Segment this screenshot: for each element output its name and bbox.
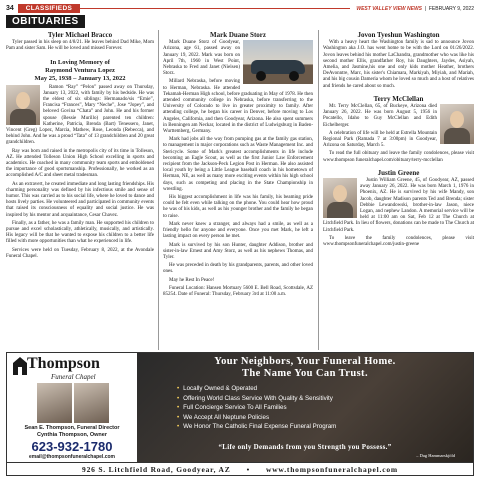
ad-feature: • We Honor The Catholic Final Expense Funeral Program [177, 423, 337, 431]
ad-address: 926 S. Litchfield Road, Goodyear, AZ [82, 464, 231, 474]
ad-feature: • Offering World Class Service With Quality & Sensitivity [177, 394, 333, 402]
ad-feature: • We Accept All Neptune Policies [177, 413, 270, 421]
obit-text: Mark had jobs all the way from pumping gas at the family gas station, to management in major corporations such as Waste Management Inc. and Stericycle. Some of Mark's greatest accomplishments in life include becoming an Eagle Scout, as well as the first Junior Law Enforcement recipient from the Jackson-Peck Legion Post in Herman. He also assisted local youth by being a Little League baseball coach in his hometown of Herman, NE, as well as many more exciting events within his high school days, such as competing and placing in the State Championship in wrestling. [163, 137, 313, 192]
staff-photos [37, 383, 109, 423]
funeral-home-ad [6, 352, 474, 476]
column-3 [323, 30, 474, 250]
director-name: Sean E. Thompson, Funeral Director [24, 425, 120, 431]
obit-text: Mark never knew a stranger, and always had a smile, as well as a friendly hello for anyone and everyone. Once you met Mark, he left a lasting impact on every person he met. [163, 221, 313, 240]
memory-label: In Loving Memory of [50, 58, 110, 66]
portrait-photo [440, 104, 474, 144]
ad-feature: • Locally Owned & Operated [177, 385, 258, 392]
ad-feature: • Full Concierge Service To All Families [177, 404, 287, 412]
obituaries-heading: OBITUARIES [6, 15, 85, 28]
owner-name: Cynthia Thompson, Owner [37, 432, 107, 438]
ad-quote: “Life only Demands from you Strength you Possess.” [218, 443, 392, 451]
page-number: 34 [6, 5, 14, 12]
page-header [6, 3, 474, 14]
ad-contact-panel [7, 353, 137, 463]
obit-text: Mark Duane Storz of Goodyear, Arizona, age 61, passed away on January 19, 2022. Mark was born on April 7th, 1960 in West Point, Nebraska to Fred and Janet (Nielsen) Storz. [163, 40, 240, 77]
ad-phone[interactable]: 623-932-1780 [31, 439, 113, 454]
column-divider [318, 30, 319, 350]
obit-text: Mark is survived by his son Hunter, daughter Addison, brother and sister-in-law Ernest and Amy Storz, as well as his nephews Thomas, and Tyler. [163, 242, 313, 260]
publication-info: WEST VALLEY VIEW NEWS | FEBRUARY 9, 2022 [356, 5, 474, 12]
obit-text: Ramon “Ray” “Pelon” passed away on Thursday, January 13, 2022, with family by his bedside. He was the eldest of six siblings: Hermanado/sis “Ernie”, Francisa “Frances”, Mary “Neche”, Jose “Jopey”, and beloved Govina “Chata” and John. He and his former spouse (Bessie Murillo) parented ten children: Katherine, Patricia, Brenda (Bart) Tenessero, Janet, Vincent (Greg) Lopez, Marcia, Mathew, Rose, Leonda (Rebecca), and behind John. And he was a proud “Tata” of 13 grandchildren and 20 great grandchildren. [6, 84, 154, 146]
section-tag: CLASSIFIEDS [18, 4, 80, 13]
publication-name: WEST VALLEY VIEW NEWS [356, 5, 423, 12]
chapel-logo-icon [13, 357, 27, 375]
ad-email[interactable]: email@thompsonfuneralchapel.com [28, 454, 115, 460]
column-2 [163, 30, 313, 300]
bullet-icon: • [177, 394, 180, 402]
ad-quote-attribution: – Dag Hammarskjöld [416, 453, 455, 458]
bullet-icon: • [177, 413, 180, 421]
ad-website[interactable]: www.thompsonfuneralchapel.com [266, 464, 398, 474]
obit-name: Mark Duane Storz [210, 31, 266, 39]
car-photo [243, 40, 313, 84]
ad-logo-subtitle: Funeral Chapel [51, 373, 96, 381]
obit-dates: May 25, 1938 – January 13, 2022 [34, 74, 126, 82]
publication-date: FEBRUARY 9, 2022 [428, 5, 474, 12]
obit-name: Tyler Michael Bracco [47, 31, 113, 39]
ad-headline: Your Neighbors, Your Funeral Home. [214, 356, 396, 367]
portrait-photo [6, 85, 40, 125]
obit-text: Finally, as a father, he was a family man. He supported his children to pursue and excel scholastically, athletically, musically, and artistically. His legacy will be that he wanted to expose his children to a better life filled with more opportunities than what he experienced in life. [6, 220, 154, 245]
obit-text: To read the full obituary and leave the family condolences, please visit www.thompson funeralchapel.com/obituary/terry-mcclellan [323, 151, 474, 163]
obit-text: As an extravert, he created immediate and long lasting friendships. His charming personality was defined by his infectious smile and sense of humor. This was carried as to his social life, where he loved to dance and hosts lively parties. He volunteered and participated in community events that raised its consciousness of equality and social justice. He was inspired by his mentor and acquaintance, Cesar Chavez. [6, 181, 154, 218]
obit-text: He was preceded in death by his grandparents, parents, and other loved ones. [163, 263, 313, 275]
column-divider [158, 30, 159, 350]
obit-text: With a heavy heart the Washington family is sad to announce Jovon Washington aka J.O. has went home to be with the Lord on 01/26/2022. Jovon leaves behind his mother LaChandra, grandmother who was like his second mother Ellis, grandfather Roy, his Daughters, Jaydes, Asiyah, Amelia, and Jasmine,his one and only kids mother Heather, brothers DeAvonntre, Marc, his sister's Chiamara, Markiyah, Miyiah, and Mariah, and his big cousin Dameria whom he loved so much and a host of relatives and friends he cared about so much. [323, 40, 474, 89]
obit-name: Terry McClellan [373, 94, 424, 103]
portrait-photo [323, 178, 357, 218]
ad-footer [7, 462, 473, 475]
bullet-icon: • [177, 404, 180, 412]
obit-text: Mr. Terry McClellan, 65, of Buckeye, Arizona died January 26, 2022. He was born August 5, 1956 in Pocatello, Idaho to Guy McClellan and Edith Eichelberger. [323, 104, 437, 128]
obit-name: Raymond Ventura Lopez [45, 66, 115, 74]
obit-text: A celebration of life will be held at Estrella Mountain Regional Park (Ramada 7 at 3:00pm) in Goodyear, Arizona on Saturday, March 5. [323, 130, 437, 149]
obit-text: May he Rest In Peace! [169, 277, 215, 283]
header-rule [80, 8, 350, 9]
obit-text: Justin William Greene, 45, of Goodyear, AZ, passed away January 26, 2022. He was born March 1, 1976 in Phoenix, AZ. He is survived by his wife Mandy, son Jacob, daughter Madison parents Ted and Brenda; sister Debbie Lewandowski, brother-in-law Jason, niece Logan, and nephew Landon. A memorial service will be held at 11:00 am on Sat, Feb 12 at The Church at Litchfield Park. In lieu of flowers, donations can be made to The Church at Litchfield Park. [323, 178, 474, 233]
obit-text: Millard Nebraska, before moving to Herman, Nebraska. He attended Tekamah-Herman High school, before graduating in May of 1978. He then attended community college in Nebraska, before transferring to the University of Colorado to live in greater proximity to family. After attending college, he began his career in Denver, before moving to Los Angeles, California, and then Goodyear, Arizona. He also spent summers in Benningen am Neckar, located in the district of Ludwigsburg in Baden-Wurttemberg, Germany. [163, 79, 313, 135]
ad-headline-2: The Name You Can Trust. [242, 368, 368, 379]
ad-feature-list [177, 384, 336, 432]
ad-message-panel [137, 353, 473, 463]
column-1 [6, 30, 154, 262]
obit-name: Justin Greene [377, 168, 420, 177]
obit-text: Funeral Location: Hansen Mortuary 5600 E. Bell Road, Scottsdale, AZ 85254. Date of Funeral: Thursday, February 3rd at 11:00 a.m. [163, 285, 313, 297]
obit-text: Tyler passed in his sleep on 4/8/21. He leaves behind Dad Mike, Mom Pam and sister Sam. He will be loved and missed Forever. [6, 40, 154, 52]
bullet-icon: • [177, 423, 180, 431]
bullet-icon: • [177, 385, 180, 392]
ad-logo-name: Thompson [27, 355, 100, 372]
obit-text: Ray was born and raised in the metropolis city of its time in Tolleson, AZ. He attended Tolleson Union High School excelling in sports and academics. He coached in many community team sports and emboldened the importance of good sportsmanship. Professionally, he worked as an accomplished A/C and sheet metal tradesman. [6, 148, 154, 179]
obit-text: Services were held on Tuesday, February 8, 2022, at the Avondale Funeral Chapel. [6, 247, 154, 259]
obit-text: To leave the family condolences, please visit www.thompsonfuneralchapel.com/justin-greene [323, 235, 474, 248]
obit-text: His biggest accomplishment in life was his family, his beaming pride could be felt even while talking on the phone. You could hear how proud he was of his kids, as well as his younger brother and the family he began to raise. [163, 195, 313, 219]
footer-separator: • [246, 464, 250, 474]
obit-name: Jovon Tyeshun Washington [357, 31, 440, 39]
